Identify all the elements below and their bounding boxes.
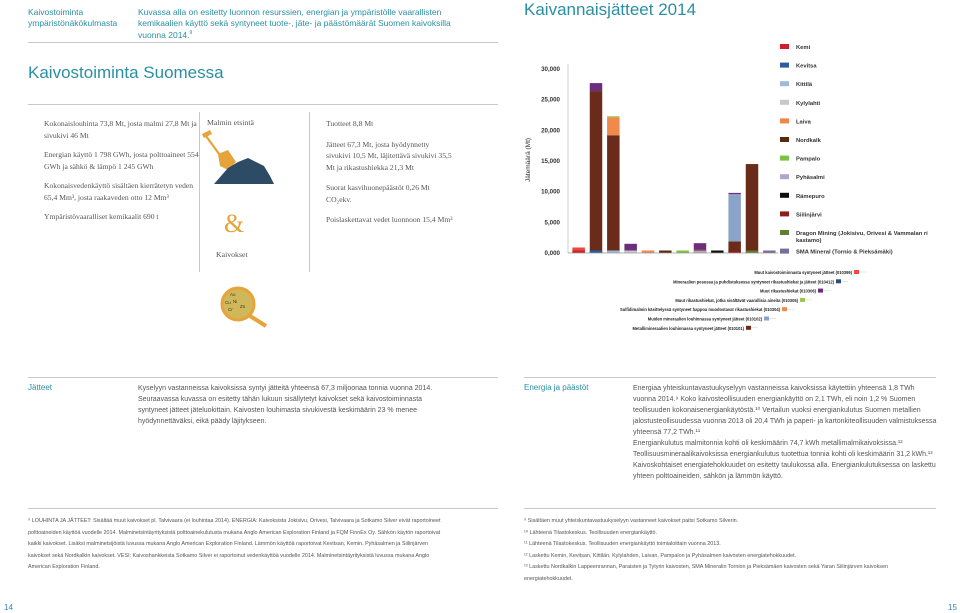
y-tick-label: 30,000 bbox=[541, 66, 560, 73]
page-number-right: 15 bbox=[948, 603, 957, 612]
legend-label: Kevitsa bbox=[796, 63, 817, 70]
y-tick-label: 10,000 bbox=[541, 188, 560, 196]
stat-waste: Jätteet 67,3 Mt, josta hyödynnetty sivukivi 10,5 Mt, läjitettävä sivukivi 35,5 Mt ja rikastushiekka 21,3 Mt bbox=[326, 139, 452, 172]
energy-section-label: Energia ja päästöt bbox=[524, 383, 589, 392]
legend-label: Kittilä bbox=[796, 82, 813, 89]
bar-segment bbox=[607, 135, 619, 253]
legend-swatch bbox=[780, 211, 789, 216]
bar-segment bbox=[728, 194, 740, 241]
divider bbox=[524, 377, 936, 378]
divider bbox=[309, 112, 310, 272]
legend-label: Kylylahti bbox=[796, 100, 821, 107]
svg-text:Au: Au bbox=[230, 292, 236, 297]
legend-swatch bbox=[780, 193, 789, 198]
waste-section-text: Kyselyyn vastanneissa kaivoksissa syntyi jätteitä yhteensä 67,3 miljoonaa tonnia vuonna 2014. Seuraavassa kuvassa on esitetty tähän lukuun sisällytetyt kaivokset sekä kaivostoiminnasta syntyneet jätteet jäteluokittain. Kaivosten louhimasta sivukivestä keskimäärin 23 % menee hyödynnettäväksi, eikä päädy läjitykseen. bbox=[138, 385, 433, 425]
infographic-col-outputs bbox=[326, 118, 454, 235]
footnote-12: ¹² Laskettu Kemin, Kevitsan, Kittilän, Kylylahden, Laivan, Pampalon ja Pyhäsalmen kaivosten energiatehokkuudet. bbox=[524, 552, 797, 559]
bar-base bbox=[711, 251, 723, 254]
bar-base bbox=[624, 251, 636, 254]
legend-label: Rämepuro bbox=[796, 193, 825, 200]
stat-emissions: Suorat kasvihuonepäästöt 0,26 Mt CO₂ekv. bbox=[326, 183, 430, 204]
waste-section-label: Jätteet bbox=[28, 383, 53, 392]
legend-label: Siilinjärvi bbox=[796, 212, 822, 219]
legend-label-cont: kastamo) bbox=[796, 238, 822, 244]
legend-swatch bbox=[780, 63, 789, 68]
shovel-icon bbox=[202, 130, 236, 170]
waste-type-swatch bbox=[746, 326, 751, 330]
legend-swatch bbox=[780, 100, 789, 105]
waste-type-swatch bbox=[854, 270, 859, 274]
energy-section-text-1: Energiaa yhteiskuntavastuukyselyyn vastanneissa kaivoksissa käytettiin yhteensä 1,8 TWh vuonna 2014.⁹ Koko kaivosteollisuuden energiankäyttö on 2,1 TWh, eli noin 1,2 % Suomen teollisuuden kokonaisenergiankäytöstä.¹⁰ Vertailun vuoksi energiankulutus Suomen metallien jalostusteollisuudessa vuonna 2013 oli 20,4 TWh ja paperi- ja kartonkiteollisuuden valmistuksessa yhteensä 77,2 TWh.¹¹ bbox=[633, 385, 937, 436]
bar-segment bbox=[728, 193, 740, 194]
bar-segment bbox=[590, 83, 602, 91]
intro-text bbox=[138, 7, 468, 40]
y-tick-label: 25,000 bbox=[541, 96, 560, 104]
waste-type-label: Muut rikastushiekat (010306) bbox=[760, 288, 816, 294]
bar-segment bbox=[694, 243, 706, 249]
bar-base bbox=[763, 251, 775, 254]
svg-text:Cr: Cr bbox=[228, 307, 233, 312]
chart-title: Kaivannaisjätteet 2014 bbox=[524, 0, 697, 19]
infographic-col-resources bbox=[44, 118, 199, 231]
bar-base bbox=[572, 251, 584, 254]
svg-text:Cu: Cu bbox=[225, 300, 231, 305]
infographic-title: Kaivostoiminta Suomessa bbox=[28, 63, 224, 82]
bar-base bbox=[590, 251, 602, 254]
bar-base bbox=[676, 251, 688, 254]
y-tick-label: 15,000 bbox=[541, 158, 560, 165]
divider bbox=[524, 508, 936, 509]
waste-type-label: Sulfidimalmin käsittelyssä syntyneet happoa muodostavat rikastushiekat (010304) bbox=[620, 307, 780, 313]
page-number-left: 14 bbox=[4, 603, 13, 612]
waste-bar-chart bbox=[510, 40, 960, 340]
bar-base bbox=[746, 251, 758, 254]
bar-segment bbox=[746, 164, 758, 253]
waste-type-label: Muut rikastushiekat, jotka sisältävät vaarallisia aineita (010305) bbox=[675, 297, 798, 303]
waste-type-label: Metallimineraalien louhinnassa syntyneet jätteet (010101) bbox=[632, 325, 744, 331]
waste-type-swatch bbox=[764, 317, 769, 321]
bar-base bbox=[728, 251, 740, 254]
divider bbox=[28, 377, 498, 378]
mining-illustration bbox=[198, 128, 308, 328]
y-tick-label: 20,000 bbox=[541, 127, 560, 135]
legend-label: SMA Mineral (Tornio & Pieksämäki) bbox=[796, 249, 893, 256]
section-header bbox=[28, 7, 117, 29]
waste-type-label: Mineraalien pesussa ja puhdistuksessa syntyneet rikastushiekat ja jätteet (010412) bbox=[673, 279, 834, 285]
y-axis-label: Jätemäärä (Mt) bbox=[525, 137, 532, 183]
waste-type-swatch bbox=[836, 279, 841, 283]
stat-chemicals: Ympäristövaaralliset kemikaalit 690 t bbox=[44, 212, 159, 221]
stat-water: Kokonaisvedenkäyttö sisältäen kierrätetyn veden 65,4 Mm³, josta raakaveden otto 12 Mm³ bbox=[44, 181, 194, 202]
bar-base bbox=[694, 251, 706, 254]
divider bbox=[28, 42, 498, 43]
footnote-11: ¹¹ Lähteenä Tilastokeskus. Teollisuuden energiankäyttö toimialoittain vuonna 2013. bbox=[524, 541, 721, 547]
ampersand-glyph: & bbox=[224, 209, 245, 238]
y-tick-label: 5,000 bbox=[544, 219, 560, 227]
bar-base bbox=[642, 251, 654, 254]
bar-base bbox=[607, 251, 619, 254]
footnote-9: ⁹ Sisältäen muut yhteiskuntavastuukyselyyn vastanneet kaivokset paitsi Sotkamo Silverin. bbox=[524, 518, 739, 524]
legend-swatch bbox=[780, 44, 789, 49]
intro-paragraph: Kuvassa alla on esitetty luonnon resurssien, energian ja ympäristölle vaarallisten kemikaalien käyttö sekä syntyneet tuote-, jäte- ja päästömäärät Suomen kaivoksilla vuonna 2014. bbox=[138, 7, 451, 40]
energy-section-text-2: Energiankulutus malmitonnia kohti oli keskimäärin 74,7 kWh metallimalmikaivoksissa.¹² Teollisuusmineraalikaivoksissa energiankulutus tuotettua tonnia kohti oli keskimäärin 31,2 kWh.¹³ Kaivoskohtaiset energiatehokkuudet on esitetty taulukossa alla. Energiankulutuksessa on laskettu yhteen polttoaineiden, sähkön ja lämmön käyttö. bbox=[633, 440, 936, 480]
legend-label: Laiva bbox=[796, 119, 811, 126]
mines-label: Kaivokset bbox=[216, 250, 248, 259]
waste-type-label: Muut kaivostoiminnasta syntyneet jätteet (010399) bbox=[754, 270, 852, 275]
footnotes-right bbox=[524, 516, 936, 585]
waste-type-label: Muiden mineraalien louhinnassa syntyneet jätteet (010102) bbox=[647, 316, 762, 322]
legend-swatch bbox=[780, 174, 789, 179]
y-tick-label: 0,000 bbox=[544, 250, 560, 257]
bar-base bbox=[659, 251, 671, 254]
waste-type-swatch bbox=[818, 289, 823, 293]
legend-label: Nordkalk bbox=[796, 138, 821, 144]
legend-swatch bbox=[780, 118, 789, 123]
footnote-10: ¹⁰ Lähteenä Tilastokeskus. Teollisuuden energiankäyttö. bbox=[524, 529, 658, 536]
section-header-line-2: ympäristönäkökulmasta bbox=[28, 18, 118, 28]
divider bbox=[28, 508, 498, 509]
legend-swatch bbox=[780, 230, 789, 235]
legend-label: Dragon Mining (Jokisivu, Orivesi & Vammalan ri bbox=[796, 231, 928, 237]
bar-segment bbox=[590, 91, 602, 253]
section-header-line-1: Kaivostoiminta bbox=[28, 7, 84, 17]
stat-products: Tuotteet 8,8 Mt bbox=[326, 119, 374, 128]
stat-extraction: Kokonaislouhinta 73,8 Mt, josta malmi 27,8 Mt ja sivukivi 46 Mt bbox=[44, 119, 197, 140]
legend-swatch bbox=[780, 156, 789, 161]
magnifier-icon bbox=[222, 288, 266, 326]
stat-energy: Energian käyttö 1 798 GWh, josta polttoaineet 554 GWh ja sähkö & lämpö 1 245 GWh bbox=[44, 150, 199, 171]
svg-text:Zn: Zn bbox=[240, 304, 246, 309]
legend-label: Pyhäsalmi bbox=[796, 175, 825, 182]
footnote-13: ¹³ Laskettu Nordkalkin Lappeenrannan, Paraisten ja Tytyrin kaivosten, SMA Mineralin Tornion ja Pieksämäen kaivosten sekä Yaran Siilinjärven kaivoksen energiatehokkuudet. bbox=[524, 564, 888, 582]
footnote-left: ⁹ LOUHINTA JA JÄTTEET: Sisältää muut kaivokset pl. Talvivaara (ei louhintaa 2014). ENERGIA: Kaivoksista Jokisivu, Orivesi, Talvivaara ja Sotkamo Silver eivät raportoineet polttoaineiden käyttöä vuodelle 2014. Malminetsintäyrityksistä polttoainekulutusta mukana Anglo American Exploration Finland ja FQM FinnEx Oy. Sähkön käytön raportoivat kaikki kaivokset. Lisäksi malminetsijöistä luvussa mukana Anglo American Exploration Finland. Lämmön käyttöä raportoivat Kevitsan, Kemin, Pyhäsalmen ja Siilinjärven kaivokset sekä Nordkalkin kaivokset. VESI: Kaivoshankkeista Sotkamo Silver ei raportoinut vedenkäyttöä vuodelle 2014. Malminetsintäyrityksistä luvussa mukana Anglo American Exploration Finland. bbox=[28, 518, 441, 570]
legend-swatch bbox=[780, 137, 789, 142]
divider bbox=[28, 104, 498, 105]
waste-type-swatch bbox=[800, 298, 805, 302]
exploration-label: Malmin etsintä bbox=[207, 118, 254, 127]
legend-swatch bbox=[780, 249, 789, 254]
svg-text:Ni: Ni bbox=[233, 299, 238, 304]
legend-swatch bbox=[780, 81, 789, 86]
legend-label: Pampalo bbox=[796, 156, 821, 163]
legend-label: Kemi bbox=[796, 45, 811, 51]
bar-segment bbox=[607, 117, 619, 135]
waste-type-swatch bbox=[782, 307, 787, 311]
bar-segment bbox=[607, 116, 619, 117]
intro-footnote-ref: 9 bbox=[189, 30, 193, 36]
stat-discharge: Poislaskettavat vedet luonnoon 15,4 Mm³ bbox=[326, 215, 453, 224]
